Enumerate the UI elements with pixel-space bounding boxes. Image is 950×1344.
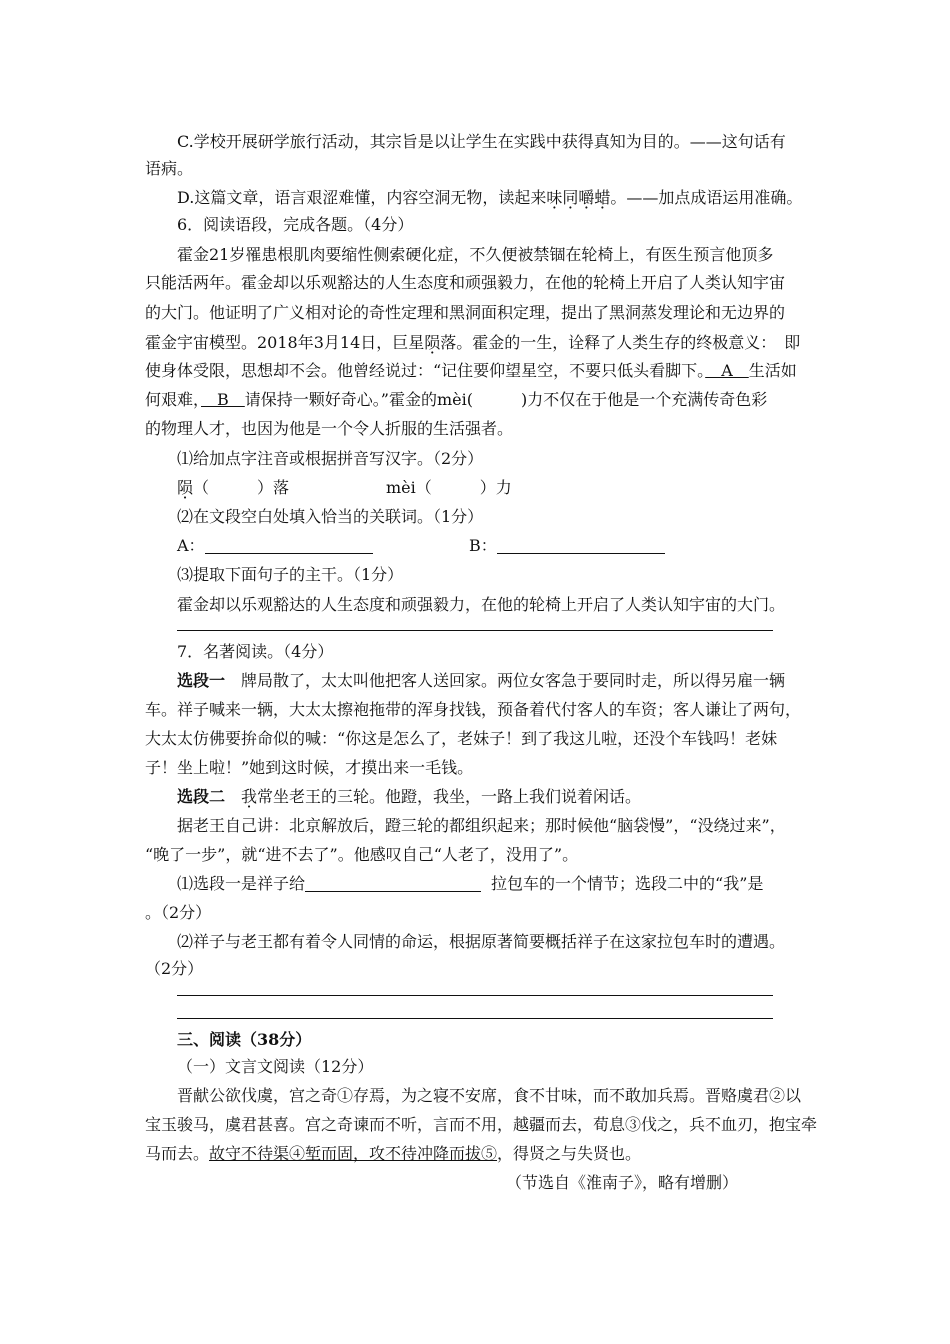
- dotted-char: 陨: [177, 478, 194, 497]
- q6-sub2-b: B：: [469, 535, 665, 557]
- classical-text-line: 宝玉骏马，虞君甚喜。宫之奇谏而不听，言而不用，越疆而去，荀息③伐之，兵不血刃，抱宝牵: [145, 1115, 818, 1134]
- answer-line[interactable]: [177, 995, 773, 996]
- q5-option-c-line1: C.学校开展研学旅行活动，其宗旨是以让学生在实践中获得真知为目的。——这句话有: [177, 132, 786, 151]
- text-source: （节选自《淮南子》，略有增删）: [506, 1173, 739, 1192]
- q6-sub2-title: ⑵在文段空白处填入恰当的关联词。（1分）: [177, 507, 484, 526]
- q7-title: 7．名著阅读。（4分）: [177, 642, 334, 661]
- q6-para-line: 使身体受限，思想却不会。他曾经说过：“记住要仰望星空，不要只低头看脚下。 A 生活如: [145, 361, 797, 380]
- q6-para-line: 的大门。他证明了广义相对论的奇性定理和黑洞面积定理，提出了黑洞蒸发理论和无边界的: [145, 303, 786, 322]
- q6-para-line: 霍金宇宙模型。2018年3月14日，巨星陨落。霍金的一生，诠释了人类生存的终极意义： 即: [145, 333, 801, 352]
- dotted-char: 蜡: [594, 188, 611, 207]
- answer-line[interactable]: [177, 630, 773, 631]
- blank-a: A: [705, 361, 749, 380]
- q6-para-line: 何艰难， B 请保持一颗好奇心。”霍金的mèi( )力不仅在于他是一个充满传奇色彩: [145, 390, 768, 409]
- q6-para-line: 的物理人才，也因为他是一个令人折服的生活强者。: [145, 419, 514, 438]
- q6-sub1-a: [177, 477, 289, 499]
- section-3-subtitle: （一）文言文阅读（12分）: [177, 1057, 374, 1076]
- dotted-char: 同: [562, 188, 579, 207]
- q7-sel1-line: 大太太仿佛要拚命似的喊：“你这是怎么了，老妹子！到了我这儿啦，还没个车钱吗！老妹: [145, 729, 778, 748]
- q6-para-line: 只能活两年。霍金却以乐观豁达的人生态度和顽强毅力，在他的轮椅上开启了人类认知宇宙: [145, 273, 786, 292]
- q7-sel2-line: 选段二 我常坐老王的三轮。他蹬，我坐，一路上我们说着闲话。: [177, 787, 642, 806]
- q6-sub1-title: ⑴给加点字注音或根据拼音写汉字。（2分）: [177, 449, 484, 468]
- dotted-char: 味: [546, 188, 563, 207]
- answer-line[interactable]: [177, 1018, 773, 1019]
- q7-sel2-line: 据老王自己讲：北京解放后，蹬三轮的都组织起来；那时候他“脑袋慢”，“没绕过来”，: [177, 816, 786, 835]
- classical-text-line: 马而去。故守不待渠④堑而固，攻不待冲降而拔⑤，得贤之与失贤也。: [145, 1144, 642, 1163]
- dotted-char: 陨: [424, 333, 441, 352]
- dotted-char: 嚼: [578, 188, 595, 207]
- q6-para-line: 霍金21岁罹患根肌肉要缩性侧索硬化症，不久便被禁锢在轮椅上，有医生预言他顶多: [177, 245, 774, 264]
- answer-blank[interactable]: [497, 537, 665, 554]
- q7-sub1: ⑴选段一是祥子给 拉包车的一个情节；选段二中的“我”是: [177, 874, 764, 893]
- classical-text-line: 晋献公欲伐虞，宫之奇①存焉，为之寝不安席，食不甘味，而不敢加兵焉。晋赂虞君②以: [177, 1086, 802, 1105]
- blank-b: B: [201, 390, 245, 409]
- q7-sel1-line: 子！坐上啦！”她到这时候，才摸出来一毛钱。: [145, 758, 474, 777]
- q6-sub3-title: ⑶提取下面句子的主干。（1分）: [177, 565, 404, 584]
- dotted-char-rest: （ ）落: [193, 478, 290, 497]
- q7-sub2-line2: （2分）: [145, 959, 204, 978]
- q7-sel2-line: “晚了一步”，就“进不去了”。他感叹自己“人老了，没用了”。: [145, 845, 579, 864]
- q6-sub2-a: A：: [177, 535, 373, 557]
- q5-option-d: D.这篇文章，语言艰涩难懂，内容空洞无物，读起来味同嚼蜡。——加点成语运用准确。: [177, 188, 803, 207]
- q7-sub1-line2: 。（2分）: [145, 903, 212, 922]
- answer-blank[interactable]: [305, 875, 481, 892]
- q6-title: 6．阅读语段，完成各题。（4分）: [177, 215, 414, 234]
- q7-sel1-line: 选段一 牌局散了，太太叫他把客人送回家。两位女客急于要同时走，所以得另雇一辆: [177, 671, 786, 690]
- q6-sub1-b: mèi（ ）力: [386, 478, 512, 497]
- q6-sub3-sentence: 霍金却以乐观豁达的人生态度和顽强毅力，在他的轮椅上开启了人类认知宇宙的大门。: [177, 595, 786, 614]
- underlined-sentence: 故守不待渠④堑而固，攻不待冲降而拔⑤: [209, 1144, 498, 1163]
- dotted-char: 我: [241, 787, 258, 806]
- dotted-char: [177, 478, 289, 497]
- section-3-title: 三、阅读（38分）: [177, 1030, 312, 1049]
- q7-sel1-line: 车。祥子喊来一辆，大太太擦袍拖带的浑身找钱，预备着代付客人的车资；客人谦让了两句，: [145, 700, 802, 719]
- q7-sub2-line1: ⑵祥子与老王都有着令人同情的命运，根据原著简要概括祥子在这家拉包车时的遭遇。: [177, 932, 786, 951]
- q5-option-c-line2: 语病。: [145, 159, 194, 178]
- answer-blank[interactable]: [205, 537, 373, 554]
